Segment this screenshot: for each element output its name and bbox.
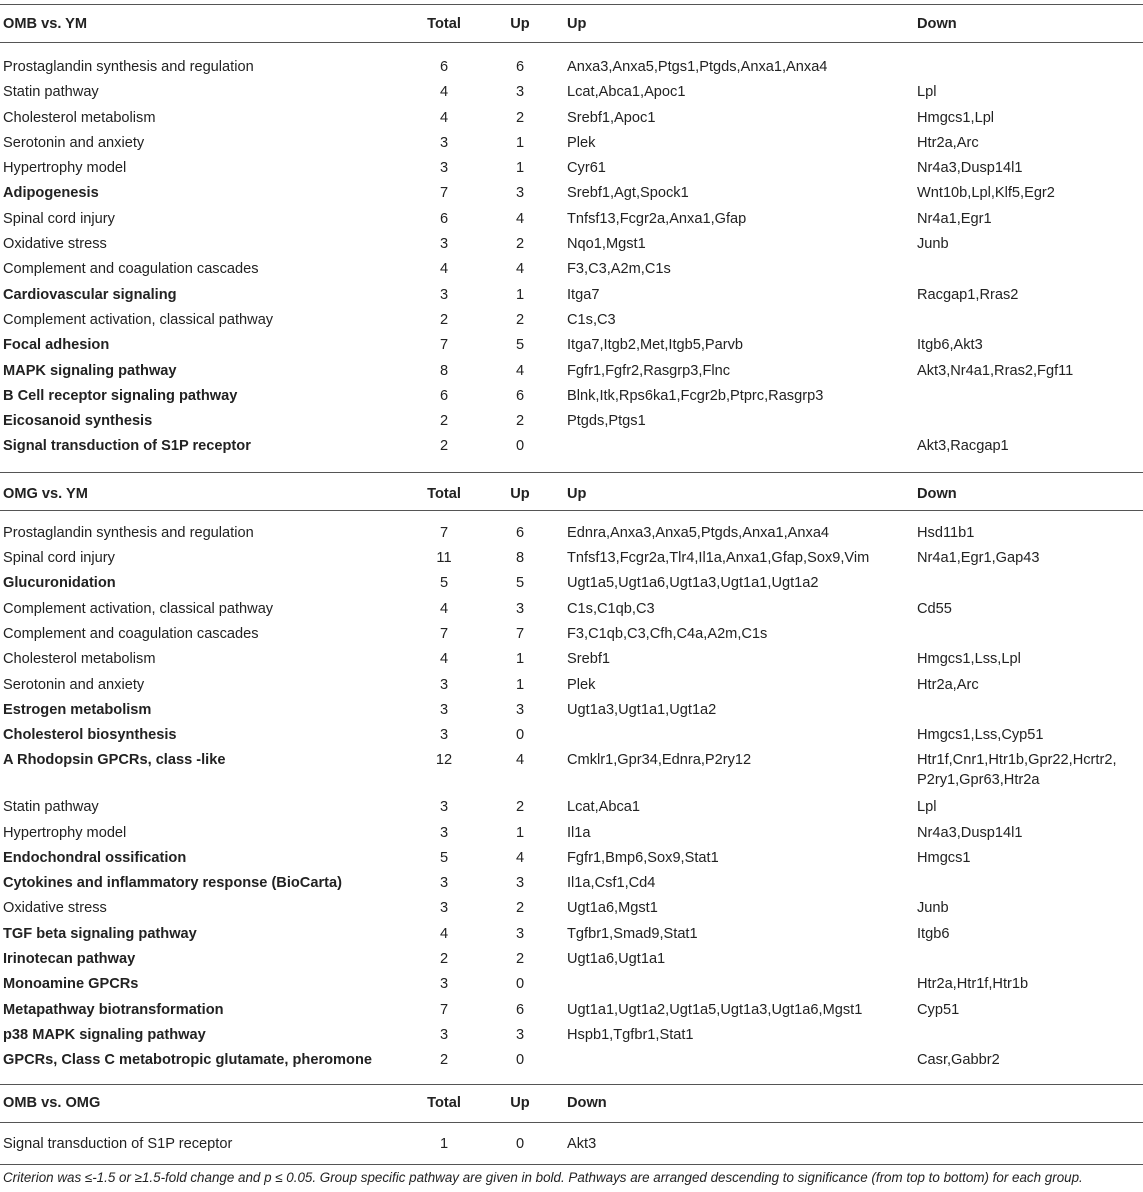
genes-down: [917, 158, 1022, 178]
genes-up: Plek: [567, 134, 596, 151]
total-count: 3: [439, 160, 449, 177]
genes-up: Srebf1: [567, 651, 610, 668]
table-row: [0, 573, 1143, 598]
total-count: 3: [439, 134, 449, 151]
total-count: 4: [439, 261, 449, 278]
genes-down-line: Nr4a3,Dusp14l1: [917, 160, 1023, 177]
genes-down: [917, 924, 949, 944]
genes-down: [917, 974, 1028, 994]
genes-up: F3,C1qb,C3,Cfh,C4a,A2m,C1s: [567, 625, 768, 642]
table-row: [0, 1025, 1143, 1050]
up-count: 6: [515, 387, 525, 404]
total-count: 3: [439, 236, 449, 253]
total-count: 8: [439, 362, 449, 379]
genes-down-line: Htr2a,Htr1f,Htr1b: [917, 976, 1029, 993]
genes-up: F3,C3,A2m,C1s: [567, 261, 671, 278]
genes-up: Hspb1,Tgfbr1,Stat1: [567, 1026, 694, 1043]
genes-down: [917, 133, 979, 153]
genes-down-line: Nr4a1,Egr1: [917, 210, 992, 227]
pathway-name: Cholesterol metabolism: [3, 651, 156, 668]
pathway-name: Complement activation, classical pathway: [3, 311, 274, 328]
genes-up: C1s,C3: [567, 311, 616, 328]
header-total: Total: [427, 16, 461, 32]
genes-down: [917, 675, 979, 695]
genes-down: [917, 649, 1021, 669]
table-rule: [0, 1164, 1143, 1165]
genes-up: Lcat,Abca1,Apoc1: [567, 84, 686, 101]
table-row: [0, 335, 1143, 360]
table-row: [0, 924, 1143, 949]
genes-down-line: Hmgcs1,Lss,Lpl: [917, 651, 1021, 668]
up-count: 2: [515, 413, 525, 430]
genes-down: [917, 436, 1009, 456]
up-count: 6: [515, 1001, 525, 1018]
table-row: [0, 411, 1143, 436]
table-row: [0, 823, 1143, 848]
pathway-name: Hypertrophy model: [3, 160, 127, 177]
table-row: [0, 873, 1143, 898]
genes-down-line: Hmgcs1: [917, 849, 971, 866]
pathway-name: Prostaglandin synthesis and regulation: [3, 524, 254, 541]
total-count: 3: [439, 875, 449, 892]
genes-up: Il1a: [567, 824, 591, 841]
pathway-name: MAPK signaling pathway: [3, 362, 177, 379]
table-row: [0, 361, 1143, 386]
genes-down-line: Wnt10b,Lpl,Klf5,Egr2: [917, 185, 1055, 202]
table-row: [0, 1000, 1143, 1025]
genes-down: [917, 234, 949, 254]
pathway-name: Hypertrophy model: [3, 824, 127, 841]
genes-down: [917, 1050, 1000, 1070]
up-count: 6: [515, 524, 525, 541]
up-count: 0: [515, 438, 525, 455]
total-count: 3: [439, 976, 449, 993]
genes-down-line: Akt3,Nr4a1,Rras2,Fgf11: [917, 362, 1074, 379]
table-footnote: Criterion was ≤-1.5 or ≥1.5-fold change and p ≤ 0.05. Group specific pathway are given in bold. Pathways are arranged descending to significance (from top to bottom) for each group.: [3, 1170, 1083, 1185]
up-count: 4: [515, 210, 525, 227]
genes-up: Tnfsf13,Fcgr2a,Tlr4,Il1a,Anxa1,Gfap,Sox9,Vim: [567, 550, 870, 567]
pathway-name: Complement and coagulation cascades: [3, 625, 259, 642]
up-count: 3: [515, 701, 525, 718]
table-row: [0, 848, 1143, 873]
table-row: [0, 108, 1143, 133]
genes-down-line: Cd55: [917, 600, 952, 617]
table-row: [0, 750, 1143, 797]
section-title: OMG vs. YM: [3, 485, 88, 502]
table-row: [0, 82, 1143, 107]
genes-up: Ugt1a1,Ugt1a2,Ugt1a5,Ugt1a3,Ugt1a6,Mgst1: [567, 1001, 863, 1018]
row-group: [0, 1123, 1143, 1159]
table-row: [0, 183, 1143, 208]
header-total: Total: [427, 1095, 461, 1112]
table-row: [0, 649, 1143, 674]
table-row: [0, 386, 1143, 411]
genes-up: Fgfr1,Bmp6,Sox9,Stat1: [567, 849, 719, 866]
up-count: 3: [515, 1026, 525, 1043]
genes-down: [917, 725, 1044, 745]
pathway-name: Oxidative stress: [3, 236, 107, 253]
genes-down-line: Akt3,Racgap1: [917, 438, 1009, 455]
up-count: 4: [515, 849, 525, 866]
total-count: 5: [439, 575, 449, 592]
up-count: 5: [515, 337, 525, 354]
pathway-name: p38 MAPK signaling pathway: [3, 1026, 206, 1043]
up-count: 1: [515, 160, 525, 177]
genes-down-line: Casr,Gabbr2: [917, 1052, 1000, 1069]
pathway-name: TGF beta signaling pathway: [3, 925, 197, 942]
total-count: 2: [439, 951, 449, 967]
up-count: 1: [515, 651, 525, 668]
pathway-name: Eicosanoid synthesis: [3, 413, 153, 430]
table-row: [0, 797, 1143, 822]
up-count: 0: [515, 727, 525, 744]
total-count: 3: [439, 799, 449, 816]
table-row: [0, 949, 1143, 974]
genes-up: Ugt1a6,Mgst1: [567, 900, 658, 917]
total-count: 1: [439, 1136, 449, 1153]
table-row: [0, 700, 1143, 725]
genes-up: Ednra,Anxa3,Anxa5,Ptgds,Anxa1,Anxa4: [567, 524, 830, 541]
total-count: 5: [439, 849, 449, 866]
pathway-name: GPCRs, Class C metabotropic glutamate, pheromone: [3, 1052, 372, 1069]
genes-up: Blnk,Itk,Rps6ka1,Fcgr2b,Ptprc,Rasgrp3: [567, 387, 824, 404]
total-count: 11: [436, 550, 452, 567]
genes-up: Nqo1,Mgst1: [567, 236, 646, 253]
genes-down: [917, 285, 1018, 305]
genes-up: Akt3: [567, 1136, 597, 1153]
pathway-name: Spinal cord injury: [3, 210, 115, 227]
table-row: [0, 436, 1143, 461]
up-count: 3: [515, 84, 525, 101]
up-count: 0: [515, 1052, 525, 1069]
genes-down-line: Junb: [917, 236, 949, 253]
up-count: 1: [515, 286, 525, 303]
pathway-name: Complement and coagulation cascades: [3, 261, 259, 278]
genes-down: [917, 523, 974, 543]
pathway-name: Prostaglandin synthesis and regulation: [3, 59, 254, 75]
genes-up: Srebf1,Apoc1: [567, 109, 656, 126]
up-count: 4: [515, 362, 525, 379]
genes-down-line: Hmgcs1,Lss,Cyp51: [917, 727, 1044, 744]
up-count: 4: [515, 261, 525, 278]
up-count: 1: [515, 134, 525, 151]
genes-down: [917, 599, 952, 619]
up-count: 7: [515, 625, 525, 642]
pathway-name: Cytokines and inflammatory response (BioCarta): [3, 875, 342, 892]
section-header: [0, 1085, 1143, 1122]
pathway-name: Cholesterol metabolism: [3, 109, 156, 126]
total-count: 4: [439, 600, 449, 617]
genes-up: C1s,C1qb,C3: [567, 600, 655, 617]
total-count: 3: [439, 900, 449, 917]
section-header: [0, 5, 1143, 42]
total-count: 7: [439, 524, 449, 541]
total-count: 3: [439, 824, 449, 841]
pathway-name: Complement activation, classical pathway: [3, 600, 274, 617]
genes-down: [917, 823, 1022, 843]
pathway-name: Estrogen metabolism: [3, 701, 152, 718]
up-count: 0: [515, 1136, 525, 1153]
table-row: [0, 898, 1143, 923]
genes-down: [917, 750, 1117, 790]
genes-down: [917, 183, 1055, 203]
table-row: [0, 523, 1143, 548]
pathway-name: Spinal cord injury: [3, 550, 115, 567]
total-count: 3: [439, 727, 449, 744]
genes-down-line: Hmgcs1,Lpl: [917, 109, 995, 126]
header-total: Total: [427, 485, 461, 502]
header-up-count: Up: [510, 1095, 530, 1112]
genes-up: Ugt1a6,Ugt1a1: [567, 951, 666, 967]
total-count: 7: [439, 1001, 449, 1018]
up-count: 1: [515, 824, 525, 841]
pathway-name: Serotonin and anxiety: [3, 134, 145, 151]
up-count: 3: [515, 185, 525, 202]
genes-up: Ugt1a3,Ugt1a1,Ugt1a2: [567, 701, 717, 718]
total-count: 2: [439, 1052, 449, 1069]
total-count: 2: [439, 438, 449, 455]
genes-up: Ugt1a5,Ugt1a6,Ugt1a3,Ugt1a1,Ugt1a2: [567, 575, 819, 592]
total-count: 12: [435, 752, 453, 769]
table-row: [0, 548, 1143, 573]
table-row: [0, 1134, 1143, 1159]
pathway-name: Focal adhesion: [3, 337, 110, 354]
genes-up: Itga7,Itgb2,Met,Itgb5,Parvb: [567, 337, 744, 354]
pathway-name: Metapathway biotransformation: [3, 1001, 224, 1018]
table-row: [0, 624, 1143, 649]
total-count: 2: [439, 413, 449, 430]
total-count: 4: [439, 109, 449, 126]
header-genes-up: Up: [567, 16, 587, 32]
header-genes-down: Down: [917, 16, 957, 32]
genes-up: Cyr61: [567, 160, 606, 177]
up-count: 0: [515, 976, 525, 993]
total-count: 7: [439, 185, 449, 202]
genes-down-line: Cyp51: [917, 1001, 960, 1018]
total-count: 6: [439, 210, 449, 227]
up-count: 5: [515, 575, 525, 592]
pathway-name: Cholesterol biosynthesis: [3, 727, 177, 744]
genes-up: Ptgds,Ptgs1: [567, 413, 646, 430]
total-count: 3: [439, 701, 449, 718]
table-row: [0, 57, 1143, 82]
pathway-name: Glucuronidation: [3, 575, 116, 592]
pathway-name: Serotonin and anxiety: [3, 676, 145, 693]
genes-down: [917, 108, 994, 128]
section-title: OMB vs. OMG: [3, 1095, 101, 1112]
total-count: 2: [439, 311, 449, 328]
genes-down-line: Lpl: [917, 799, 937, 816]
row-group: [0, 43, 1143, 462]
table-row: [0, 310, 1143, 335]
section-header: [0, 473, 1143, 510]
genes-down-line: Htr1f,Cnr1,Htr1b,Gpr22,Hcrtr2,: [917, 752, 1117, 769]
total-count: 4: [439, 925, 449, 942]
table-row: [0, 725, 1143, 750]
total-count: 7: [439, 625, 449, 642]
table-row: [0, 209, 1143, 234]
table-row: [0, 285, 1143, 310]
genes-up: Plek: [567, 676, 596, 693]
genes-down-line: Hsd11b1: [917, 524, 975, 541]
genes-up: Anxa3,Anxa5,Ptgs1,Ptgds,Anxa1,Anxa4: [567, 59, 828, 75]
genes-up: Tnfsf13,Fcgr2a,Anxa1,Gfap: [567, 210, 747, 227]
total-count: 7: [439, 337, 449, 354]
genes-down-line: P2ry1,Gpr63,Htr2a: [917, 772, 1040, 789]
up-count: 2: [515, 236, 525, 253]
genes-down-line: Itgb6,Akt3: [917, 337, 983, 354]
genes-down: [917, 209, 992, 229]
pathway-name: Monoamine GPCRs: [3, 976, 139, 993]
pathway-name: A Rhodopsin GPCRs, class -like: [3, 752, 226, 769]
genes-up: Fgfr1,Fgfr2,Rasgrp3,Flnc: [567, 362, 731, 379]
table-row: [0, 133, 1143, 158]
total-count: 3: [439, 676, 449, 693]
pathway-name: Statin pathway: [3, 799, 99, 816]
genes-up: Il1a,Csf1,Cd4: [567, 875, 656, 892]
section-title: OMB vs. YM: [3, 16, 88, 32]
genes-down-line: Lpl: [917, 84, 937, 101]
genes-up: Lcat,Abca1: [567, 799, 641, 816]
total-count: 4: [439, 84, 449, 101]
header-genes-down: Down: [917, 485, 957, 502]
total-count: 3: [439, 286, 449, 303]
total-count: 6: [439, 59, 449, 75]
table-row: [0, 158, 1143, 183]
up-count: 3: [515, 925, 525, 942]
up-count: 2: [515, 311, 525, 328]
genes-down: [917, 548, 1040, 568]
table-row: [0, 1050, 1143, 1075]
genes-down: [917, 82, 936, 102]
genes-down: [917, 848, 971, 868]
table-row: [0, 974, 1143, 999]
genes-down: [917, 898, 949, 918]
up-count: 6: [515, 59, 525, 75]
header-up-count: Up: [510, 16, 530, 32]
pathway-name: Cardiovascular signaling: [3, 286, 177, 303]
genes-up: Tgfbr1,Smad9,Stat1: [567, 925, 698, 942]
row-group: [0, 511, 1143, 1076]
up-count: 2: [515, 109, 525, 126]
genes-up: Cmklr1,Gpr34,Ednra,P2ry12: [567, 752, 752, 769]
genes-up: Itga7: [567, 286, 600, 303]
genes-down-line: Htr2a,Arc: [917, 134, 979, 151]
up-count: 3: [515, 875, 525, 892]
table-row: [0, 675, 1143, 700]
genes-down-line: Nr4a1,Egr1,Gap43: [917, 550, 1040, 567]
genes-down-line: Itgb6: [917, 925, 950, 942]
up-count: 1: [515, 676, 525, 693]
genes-down-line: Junb: [917, 900, 949, 917]
up-count: 2: [515, 799, 525, 816]
pathway-name: Statin pathway: [3, 84, 99, 101]
genes-down: [917, 797, 936, 817]
total-count: 3: [439, 1026, 449, 1043]
header-genes-up: Up: [567, 485, 587, 502]
genes-up: Srebf1,Agt,Spock1: [567, 185, 689, 202]
table-row: [0, 259, 1143, 284]
pathway-name: Signal transduction of S1P receptor: [3, 1136, 233, 1153]
pathway-name: Oxidative stress: [3, 900, 107, 917]
up-count: 2: [515, 900, 525, 917]
genes-down: [917, 335, 983, 355]
pathway-name: Adipogenesis: [3, 185, 99, 202]
pathway-name: B Cell receptor signaling pathway: [3, 387, 238, 404]
up-count: 3: [515, 600, 525, 617]
genes-down-line: Htr2a,Arc: [917, 676, 979, 693]
up-count: 4: [515, 752, 525, 769]
header-up-count: Up: [510, 485, 530, 502]
genes-down: [917, 1000, 959, 1020]
table-row: [0, 234, 1143, 259]
pathway-name: Endochondral ossification: [3, 849, 187, 866]
header-genes-up: Down: [567, 1095, 607, 1112]
table-row: [0, 599, 1143, 624]
genes-down-line: Nr4a3,Dusp14l1: [917, 824, 1023, 841]
genes-down: [917, 361, 1073, 381]
genes-down-line: Racgap1,Rras2: [917, 286, 1019, 303]
up-count: 8: [515, 550, 525, 567]
up-count: 2: [515, 951, 525, 967]
pathway-name: Irinotecan pathway: [3, 951, 136, 967]
total-count: 4: [439, 651, 449, 668]
pathway-name: Signal transduction of S1P receptor: [3, 438, 251, 455]
total-count: 6: [439, 387, 449, 404]
